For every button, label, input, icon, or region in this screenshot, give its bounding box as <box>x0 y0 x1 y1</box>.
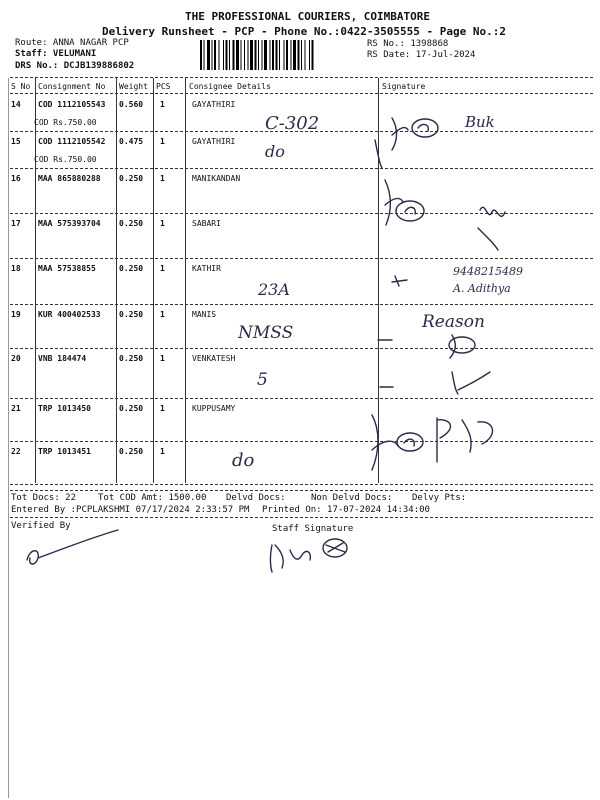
row-weight: 0.250 <box>119 404 144 413</box>
row-consignment-no: COD 1112105543 <box>38 100 106 109</box>
row-sno: 21 <box>11 404 21 413</box>
verified-by-label: Verified By <box>11 521 71 531</box>
row-pcs: 1 <box>160 354 165 363</box>
rs-date: RS Date: 17-Jul-2024 <box>367 50 476 60</box>
row-consignment-no: MAA 865880288 <box>38 174 101 183</box>
non-delivered-docs: Non Delvd Docs: <box>311 493 393 503</box>
row-cod-amount: COD Rs.750.00 <box>34 118 97 127</box>
row-consignee: GAYATHIRI <box>192 137 236 146</box>
runsheet-subtitle: Delivery Runsheet - PCP - Phone No.:0422-3505555 - Page No.:2 <box>102 25 506 38</box>
row-cod-amount: COD Rs.750.00 <box>34 155 97 164</box>
total-docs: Tot Docs: 22 <box>11 493 77 503</box>
company-title: THE PROFESSIONAL COURIERS, COIMBATORE <box>185 10 431 23</box>
row-weight: 0.250 <box>119 310 144 319</box>
handwritten-note-row18: 23A <box>258 280 290 299</box>
staff-label: Staff: VELUMANI <box>15 49 97 59</box>
entered-by: Entered By :PCPLAKSHMI 07/17/2024 2:33:57 PM <box>11 505 250 515</box>
row-sno: 18 <box>11 264 21 273</box>
handwritten-name-row18: A. Adithya <box>453 282 511 295</box>
row-pcs: 1 <box>160 174 165 183</box>
row-consignee: MANIS <box>192 310 217 319</box>
row-consignee: MANIKANDAN <box>192 174 241 183</box>
column-consignee-header: Consignee Details <box>189 82 271 91</box>
row-pcs: 1 <box>160 137 165 146</box>
row-pcs: 1 <box>160 447 165 456</box>
row-consignee: GAYATHIRI <box>192 100 236 109</box>
total-cod-amount: Tot COD Amt: 1500.00 <box>98 493 207 503</box>
row-consignment-no: KUR 400402533 <box>38 310 101 319</box>
handwritten-note-row22: do <box>232 450 255 471</box>
row-weight: 0.250 <box>119 174 144 183</box>
staff-signature-label: Staff Signature <box>272 524 354 534</box>
row-consignee: KATHIR <box>192 264 221 273</box>
row-consignee: VENKATESH <box>192 354 236 363</box>
row-consignee: SABARI <box>192 219 221 228</box>
row-sno: 16 <box>11 174 21 183</box>
row-pcs: 1 <box>160 100 165 109</box>
handwritten-signature-row14: Buk <box>465 113 495 131</box>
row-weight: 0.250 <box>119 354 144 363</box>
row-consignment-no: VNB 184474 <box>38 354 87 363</box>
handwritten-note-row15: do <box>265 142 285 161</box>
handwritten-phone-row18: 9448215489 <box>453 265 523 278</box>
footer-top-divider <box>10 490 593 491</box>
row-sno: 19 <box>11 310 21 319</box>
column-consignment-header: Consignment No <box>38 82 106 91</box>
row-sno: 14 <box>11 100 21 109</box>
drs-number: DRS No.: DCJB139886802 <box>15 61 135 71</box>
row-sno: 15 <box>11 137 21 146</box>
handwritten-note-row14: C-302 <box>265 113 320 134</box>
row-weight: 0.475 <box>119 137 144 146</box>
row-consignee: KUPPUSAMY <box>192 404 236 413</box>
footer-bottom-divider <box>10 517 593 518</box>
handwritten-signature-row19: Reason <box>422 312 485 332</box>
printed-on: Printed On: 17-07-2024 14:34:00 <box>262 505 430 515</box>
delivery-points: Delvy Pts: <box>412 493 467 503</box>
row-sno: 17 <box>11 219 21 228</box>
handwritten-note-row19: NMSS <box>238 323 294 343</box>
column-sno-header: S No <box>11 82 31 91</box>
delivered-docs: Delvd Docs: <box>226 493 286 503</box>
row-pcs: 1 <box>160 264 165 273</box>
row-weight: 0.560 <box>119 100 144 109</box>
row-pcs: 1 <box>160 404 165 413</box>
row-sno: 22 <box>11 447 21 456</box>
row-consignment-no: MAA 57538855 <box>38 264 96 273</box>
row-consignment-no: TRP 1013450 <box>38 404 91 413</box>
rs-number: RS No.: 1398868 <box>367 39 449 49</box>
row-pcs: 1 <box>160 219 165 228</box>
row-pcs: 1 <box>160 310 165 319</box>
handwritten-note-row20: 5 <box>257 370 268 390</box>
column-weight-header: Weight <box>119 82 148 91</box>
column-signature-header: Signature <box>382 82 426 91</box>
row-consignment-no: COD 1112105542 <box>38 137 106 146</box>
row-weight: 0.250 <box>119 447 144 456</box>
row-consignment-no: TRP 1013451 <box>38 447 91 456</box>
column-pcs-header: PCS <box>156 82 171 91</box>
row-sno: 20 <box>11 354 21 363</box>
row-weight: 0.250 <box>119 219 144 228</box>
row-consignment-no: MAA 575393704 <box>38 219 101 228</box>
row-weight: 0.250 <box>119 264 144 273</box>
route-label: Route: ANNA NAGAR PCP <box>15 38 129 48</box>
